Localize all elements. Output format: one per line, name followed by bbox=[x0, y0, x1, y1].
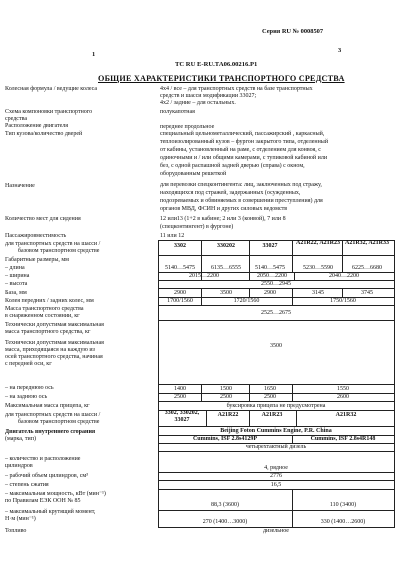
track-col-a: 1700/1560 bbox=[167, 298, 193, 304]
trailer-value: буксировка прицепа не предусмотрена bbox=[226, 403, 326, 409]
max-mass-value: 3500 bbox=[270, 343, 282, 349]
engine-label-2: (марка, тип) bbox=[5, 436, 36, 442]
base-a21r22: 3145 bbox=[312, 290, 324, 296]
track-col-b: 1720/1560 bbox=[233, 298, 260, 304]
for-vehicles-label-3: для транспортных средств на шасси / bbox=[5, 412, 101, 418]
torque-label-1: – максимальный крутящий момент, bbox=[5, 509, 96, 515]
axle-front-col-1: 1400 bbox=[174, 386, 186, 392]
torque-label-2: Н·м (мин⁻¹) bbox=[5, 516, 36, 522]
passenger-capacity-value: 11 или 12 bbox=[160, 233, 185, 239]
col-header-a21r32: A21R32, A21R33 bbox=[344, 240, 389, 246]
width-label: – ширина bbox=[5, 273, 30, 279]
col-header-a21r22: A21R22, A21R23 bbox=[295, 240, 340, 246]
length-a21r32: 6225…6680 bbox=[352, 265, 382, 271]
t2-header-col-1: 3302, 330202, 33027 bbox=[164, 410, 200, 423]
t2-header-col-4: A21R32 bbox=[335, 412, 357, 418]
length-33027: 5140…5475 bbox=[255, 265, 285, 271]
serial-number: Серия RU № 0008507 bbox=[262, 28, 324, 35]
engine-maker: Beijing Foton Cummins Engine, P.R. China bbox=[220, 428, 332, 434]
cylinders-label-2: цилиндров bbox=[5, 463, 33, 469]
axle-rear-col-1: 2500 bbox=[174, 394, 186, 400]
engine-model-b: Cummins, ISF 2.8s4R148 bbox=[310, 436, 376, 442]
wheel-formula-value-3: 4x2 / задние – для остальных. bbox=[160, 100, 236, 106]
compression-value: 16,5 bbox=[270, 482, 282, 488]
body-type-label: Тип кузова/количество дверей bbox=[5, 131, 83, 137]
base-label: База, мм bbox=[5, 290, 27, 296]
width-col-b: 2050…2200 bbox=[257, 273, 287, 279]
page-title: ОБЩИЕ ХАРАКТЕРИСТИКИ ТРАНСПОРТНОГО СРЕДСТВА bbox=[98, 74, 345, 83]
page-number-right: 3 bbox=[338, 47, 342, 54]
axle-label-2: масса, приходящаяся на каждую из bbox=[5, 347, 95, 353]
axle-label-4: с передней оси, кг bbox=[5, 361, 52, 367]
width-col-c: 2040…2200 bbox=[329, 273, 359, 279]
track-label: Колея передних / задних колес, мм bbox=[5, 298, 94, 304]
body-value-2: теплоизолированный кузов – фургон закрытого типа, отделенный bbox=[160, 139, 329, 145]
max-mass-label-1: Технически допустимая максимальная bbox=[5, 322, 104, 328]
body-value-5: без, с одной распашной задней дверью (справа) с окном, bbox=[160, 163, 305, 169]
axle-rear-col-3: 2500 bbox=[264, 394, 276, 400]
col-header-3302: 3302 bbox=[174, 243, 186, 249]
torque-value-b: 330 (1400…2600) bbox=[320, 519, 366, 525]
page-number-left: 1 bbox=[92, 51, 96, 58]
axle-front-col-4: 1550 bbox=[337, 386, 349, 392]
for-vehicles-label-4: базовом транспортном средстве bbox=[18, 419, 100, 425]
t2-header-col-3: A21R23 bbox=[261, 412, 283, 418]
width-col-a: 2015…2200 bbox=[189, 273, 219, 279]
axle-front-label: – на переднюю ось bbox=[5, 385, 54, 391]
displacement-label: – рабочий объем цилиндров, см³ bbox=[5, 473, 88, 479]
engine-type: четырехтактный дизель bbox=[245, 444, 307, 450]
body-value-3: от кабины, установленный на раме, с отделением для конвоя, с bbox=[160, 147, 321, 153]
purpose-value-4: органов МВД, ФСИН и других силовых ведомств bbox=[160, 206, 288, 212]
purpose-label: Назначение bbox=[5, 183, 35, 189]
seats-label: Количество мест для сидения bbox=[5, 216, 81, 222]
power-value-b: 110 (3400) bbox=[329, 502, 357, 508]
body-value-4: одиночными и / или общими камерами, с тупиковой кабиной или bbox=[160, 155, 328, 161]
length-3302: 5140…5475 bbox=[165, 265, 195, 271]
engine-label-1: Двигатель внутреннего сгорания bbox=[5, 429, 96, 435]
trailer-label: Максимальная масса прицепа, кг bbox=[5, 403, 90, 409]
for-vehicles-label-2: базовом транспортном средстве bbox=[18, 248, 100, 254]
power-value-a: 88,3 (3600) bbox=[211, 502, 239, 508]
displacement-value: 2776 bbox=[270, 473, 282, 479]
base-33027: 2900 bbox=[264, 290, 276, 296]
height-value: 2550…2945 bbox=[261, 281, 291, 287]
height-label: – высота bbox=[5, 281, 28, 287]
axle-front-col-2: 1500 bbox=[220, 386, 232, 392]
track-col-c: 1750/1560 bbox=[330, 298, 356, 304]
base-330202: 3500 bbox=[220, 290, 232, 296]
axle-label-3: осей транспортного средства, начиная bbox=[5, 354, 103, 360]
document-number: ТС RU E-RU.ТА06.00216.Р1 bbox=[175, 61, 258, 68]
wheel-formula-value-1: 4x4 / все – для транспортных средств на базе транспортных bbox=[160, 86, 313, 92]
layout-label-2: средства bbox=[5, 116, 28, 122]
purpose-value-2: находящихся под стражей, задержанных (осужденных, bbox=[160, 190, 301, 196]
col-header-33027: 33027 bbox=[262, 243, 278, 249]
length-label: – длина bbox=[5, 265, 25, 271]
dimensions-label: Габаритные размеры, мм bbox=[5, 257, 69, 263]
layout-value: полукапотная bbox=[160, 109, 195, 115]
cylinders-label-1: – количество и расположение bbox=[5, 456, 81, 462]
purpose-value-3: подозреваемых и обвиняемых в совершении преступления) для bbox=[160, 198, 323, 204]
axle-rear-col-4: 2600 bbox=[337, 394, 349, 400]
passenger-capacity-label: Пассажировместимость bbox=[5, 233, 67, 239]
col-header-330202: 330202 bbox=[217, 243, 235, 249]
fuel-value: дизельное bbox=[263, 528, 289, 534]
wheel-formula-label: Колесная формула / ведущие колеса bbox=[5, 86, 98, 92]
mass-label-2: в снаряженном состоянии, кг bbox=[5, 313, 80, 319]
body-value-6: оборудованным решеткой bbox=[160, 171, 227, 177]
length-330202: 6135…6555 bbox=[211, 265, 241, 271]
base-a21r32: 3745 bbox=[361, 290, 373, 296]
purpose-value-1: для перевозки спецконтингента: лиц, заключенных под стражу, bbox=[160, 182, 322, 188]
fuel-label: Топливо bbox=[5, 528, 27, 534]
engine-position-label: Расположение двигателя bbox=[5, 123, 69, 129]
axle-label-1: Технически допустимая максимальная bbox=[5, 340, 104, 346]
length-a21r22: 5230…5590 bbox=[303, 265, 333, 271]
layout-label-1: Схема компоновки транспортного bbox=[5, 109, 93, 115]
t2-header-col-2: A21R22 bbox=[217, 412, 239, 418]
axle-rear-label: – на заднюю ось bbox=[5, 394, 48, 400]
axle-front-col-3: 1650 bbox=[264, 386, 276, 392]
seats-value-2: (спецконтингент) в фургоне) bbox=[160, 224, 234, 230]
max-mass-label-2: масса транспортного средства, кг bbox=[5, 329, 91, 335]
axle-rear-col-2: 2500 bbox=[220, 394, 232, 400]
engine-position-value: переднее продольное bbox=[160, 124, 215, 130]
engine-model-a: Cummins, ISF 2.8s4129P bbox=[192, 436, 258, 442]
power-label-1: – максимальная мощность, кВт (мин⁻¹) bbox=[5, 491, 106, 497]
for-vehicles-label-1: для транспортных средств на шасси / bbox=[5, 241, 101, 247]
compression-label: – степень сжатия bbox=[5, 482, 49, 488]
body-value-1: специальный цельнометаллический, пассажирский , каркасный, bbox=[160, 131, 325, 137]
mass-value: 2525…2675 bbox=[261, 310, 291, 316]
seats-value-1: 12 или13 (1+2 в кабине; 2 или 3 (конвой), 7 или 8 bbox=[160, 216, 286, 222]
wheel-formula-value-2: средств и шасси модификации 33027; bbox=[160, 93, 257, 99]
cylinders-value: 4, рядное bbox=[264, 465, 288, 471]
base-3302: 2900 bbox=[174, 290, 186, 296]
power-label-2: по Правилам ЕЭК ООН № 85 bbox=[5, 498, 81, 504]
torque-value-a: 270 (1400…3000) bbox=[202, 519, 248, 525]
mass-label-1: Масса транспортного средства bbox=[5, 306, 84, 312]
